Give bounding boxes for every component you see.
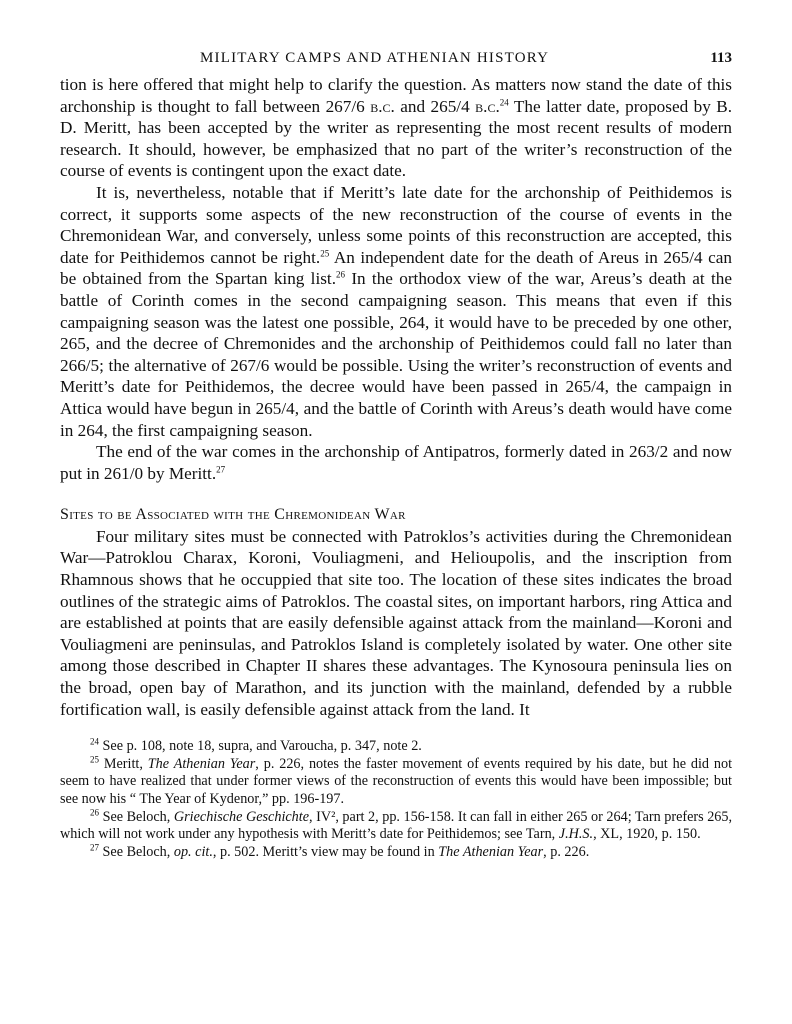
footnote-25: $^{25}$ Meritt, The Athenian Year, p. 226, notes the faster movement of events required by his date, but he did not seem to have realized that under former views of the reconstruction of events this would have been impossible; but see now his “ The Year of Kydenor,” pp. 196-197. bbox=[60, 754, 733, 807]
body-text bbox=[60, 74, 732, 720]
paragraph-4: Four military sites must be connected with Patroklos’s activities during the Chremonidean War—Patroklou Charax, Koroni, Vouliagmeni, and Helioupolis, and the inscription from Rhamnous shows that he occuppied that site too. The location of these sites indicates the broad outlines of the strategic aims of Patroklos. The coastal sites, on important harbors, ring Attica and are established at points that are easily defensible against attack from the mainland—Koroni and Vouliagmeni are peninsulas, and Patroklos Island is completely isolated by water. One other site among those described in Chapter II shares these advantages. The Kynosoura peninsula lies on the broad, open bay of Marathon, and its junction with the mainland, defended by a rubble fortification wall, is easily defensible against attack from the land. It bbox=[60, 526, 732, 719]
footnote-ref-24: 24 bbox=[499, 96, 509, 107]
footnotes bbox=[60, 738, 732, 861]
paragraph-3: The end of the war comes in the archonship of Antipatros, formerly dated in 263/2 and now put in 261/0 by Meritt.$^{27}$ bbox=[60, 442, 732, 483]
paragraph-2: It is, nevertheless, notable that if Meritt’s late date for the archonship of Peithidemos is correct, it supports some aspects of the new reconstruction of the course of events in the Chremonidean War, and conversely, unless some points of this reconstruction are accepted, this date for Peithidemos cannot be right.$^{25}$ An independent date for the death of Areus in 265/4 can be obtained from the Spartan king list.$^{26}$ In the orthodox view of the war, Areus’s death at the battle of Corinth comes in the second campaigning season. This means that even if this campaigning season was the latest one possible, 264, it would have to be preceded by one other, 265, and the decree of Chremonides and the archonship of Peithidemos could fall no later than 266/5; the alternative of 267/6 would be possible. Using the writer’s reconstruction of events and Meritt’s date for Peithidemos, the decree would have been passed in 265/4, the campaign in Attica would have begun in 265/4, and the battle of Corinth with Areus’s death would have come in 264, the first campaigning season. bbox=[60, 182, 732, 440]
running-header bbox=[60, 50, 732, 74]
page-number: 113 bbox=[710, 50, 732, 66]
page bbox=[60, 50, 732, 861]
section-heading: Sites to be Associated with the Chremonidean War bbox=[60, 506, 406, 524]
footnote-27: $^{27}$ See Beloch, op. cit., p. 502. Meritt’s view may be found in The Athenian Year, p. 226. bbox=[90, 842, 590, 860]
running-title: MILITARY CAMPS AND ATHENIAN HISTORY bbox=[200, 50, 550, 66]
footnote-ref-25: 25 bbox=[320, 248, 330, 259]
footnote-26: $^{26}$ See Beloch, Griechische Geschichte, IV², part 2, pp. 156-158. It can fall in either 265 or 264; Tarn prefers 265, which will not work under any hypothesis with Meritt’s date for Peithidemos; see Tarn, J.H.S., XL, 1920, p. 150. bbox=[60, 806, 733, 843]
paragraph-1: tion is here offered that might help to clarify the question. As matters now stand the date of this archonship is thought to fall between 267/6 b.c. and 265/4 b.c.$^{24}$ The latter date, proposed by B. D. Meritt, has been accepted by the writer as representing the most recent results of modern research. It should, however, be emphasized that no part of the writer’s reconstruction of the course of events is contingent upon the exact date. bbox=[60, 75, 733, 181]
footnote-24: $^{24}$ See p. 108, note 18, supra, and Varoucha, p. 347, note 2. bbox=[90, 736, 422, 755]
footnote-ref-26: 26 bbox=[336, 269, 345, 280]
footnote-ref-27: 27 bbox=[216, 463, 226, 474]
